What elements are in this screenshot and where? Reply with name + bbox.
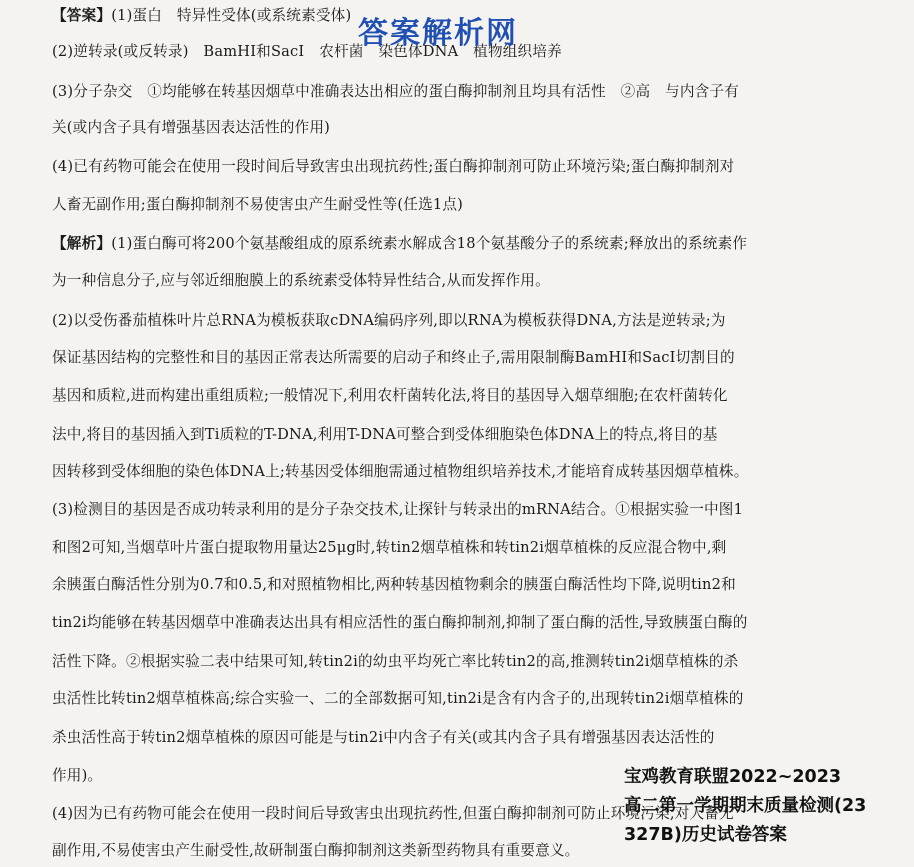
analysis-line-12: 活性下降。②根据实验二表中结果可知,转tin2i的幼虫平均死亡率比转tin2的高,推测转tin2i烟草植株的杀 (52, 653, 739, 670)
analysis-line-16: (4)因为已有药物可能会在使用一段时间后导致害虫出现抗药性,但蛋白酶抑制剂可防止环境污染,对人畜无 (52, 805, 734, 822)
analysis-line-6: 法中,将目的基因插入到Ti质粒的T-DNA,利用T-DNA可整合到受体细胞染色体DNA上的特点,将目的基 (52, 426, 718, 443)
analysis-line-17: 副作用,不易使害虫产生耐受性,故研制蛋白酶抑制剂这类新型药物具有重要意义。 (52, 842, 580, 859)
analysis-line-9: 和图2可知,当烟草叶片蛋白提取物用量达25μg时,转tin2烟草植株和转tin2i烟草植株的反应混合物中,剩 (52, 539, 727, 556)
analysis-line-8: (3)检测目的基因是否成功转录利用的是分子杂交技术,让探针与转录出的mRNA结合。①根据实验一中图1 (52, 501, 744, 518)
analysis-line-10: 余胰蛋白酶活性分别为0.7和0.5,和对照植物相比,两种转基因植物剩余的胰蛋白酶活性均下降,说明tin2和 (52, 576, 736, 593)
answer-line-4: 关(或内含子具有增强基因表达活性的作用) (52, 119, 331, 136)
analysis-line-11: tin2i均能够在转基因烟草中准确表达出具有相应活性的蛋白酶抑制剂,抑制了蛋白酶的活性,导致胰蛋白酶的 (52, 614, 748, 631)
answer-line-5: (4)已有药物可能会在使用一段时间后导致害虫出现抗药性;蛋白酶抑制剂可防止环境污染;蛋白酶抑制剂对 (52, 158, 735, 175)
analysis-line-4: 保证基因结构的完整性和目的基因正常表达所需要的启动子和终止子,需用限制酶BamHⅠ和SacⅠ切割目的 (52, 349, 735, 366)
analysis-text-1: (1)蛋白酶可将200个氨基酸组成的原系统素水解成含18个氨基酸分子的系统素;释放出的系统素作 (111, 235, 748, 252)
answer-tag: 【答案】 (52, 7, 112, 24)
analysis-line-7: 因转移到受体细胞的染色体DNA上;转基因受体细胞需通过植物组织培养技术,才能培育成转基因烟草植株。 (52, 463, 749, 480)
answer-line-2: (2)逆转录(或反转录) BamHⅠ和SacⅠ 农杆菌 染色体DNA 植物组织培养 (52, 43, 562, 60)
stamp-line-3: 327B)历史试卷答案 (624, 825, 787, 845)
analysis-line-14: 杀虫活性高于转tin2烟草植株的原因可能是与tin2i中内含子有关(或其内含子具有增强基因表达活性的 (52, 729, 715, 746)
analysis-line-2: 为一种信息分子,应与邻近细胞膜上的系统素受体特异性结合,从而发挥作用。 (52, 272, 550, 289)
answer-line-6: 人畜无副作用;蛋白酶抑制剂不易使害虫产生耐受性等(任选1点) (52, 196, 464, 213)
watermark: 答案解析网 (358, 16, 518, 51)
analysis-line-5: 基因和质粒,进而构建出重组质粒;一般情况下,利用农杆菌转化法,将目的基因导入烟草细胞;在农杆菌转化 (52, 387, 728, 404)
stamp-line-1: 宝鸡教育联盟2022~2023 (624, 767, 842, 787)
analysis-line-3: (2)以受伤番茄植株叶片总RNA为模板获取cDNA编码序列,即以RNA为模板获得DNA,方法是逆转录;为 (52, 312, 726, 329)
analysis-line-13: 虫活性比转tin2烟草植株高;综合实验一、二的全部数据可知,tin2i是含有内含子的,出现转tin2i烟草植株的 (52, 690, 744, 707)
answer-line-3: (3)分子杂交 ①均能够在转基因烟草中准确表达出相应的蛋白酶抑制剂且均具有活性 ②高 与内含子有 (52, 83, 739, 100)
stamp-line-2: 高二第一学期期末质量检测(23 (624, 796, 867, 816)
analysis-line-15: 作用)。 (52, 767, 103, 784)
analysis-tag: 【解析】 (52, 235, 112, 252)
analysis-line-1 (52, 234, 882, 254)
answer-text-1: (1)蛋白 特异性受体(或系统素受体) (111, 7, 352, 24)
